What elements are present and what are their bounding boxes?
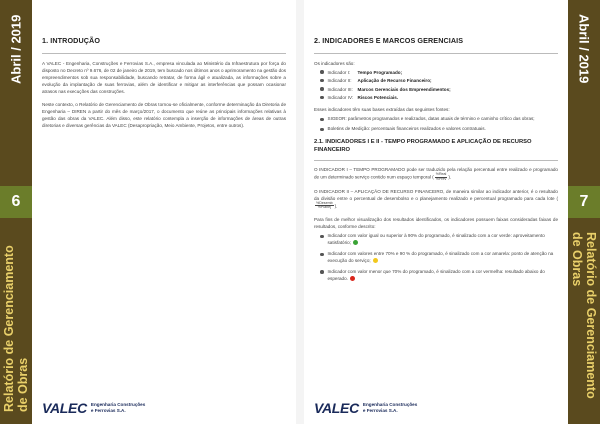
footer-logo [314, 400, 417, 416]
indicator-list [320, 70, 558, 101]
footer-logo [42, 400, 145, 416]
valec-logo: VALEC [42, 400, 87, 416]
bullet-icon [320, 79, 324, 83]
page-number: 7 [579, 193, 589, 210]
report-title: Relatório de Gerenciamento de Obras [570, 232, 598, 399]
bullet-icon [320, 235, 324, 239]
list-item: Indicador III: Marcos Gerenciais dos Empreendimentos; [320, 87, 558, 92]
fraction: $\frac{\text{\%Desemb}}{\text{\%Planej}}$ [316, 200, 333, 210]
company-name: Engenharia Construções e Ferrovias S.A. [90, 402, 146, 413]
list-item: Indicador com valores entre 70% e 90 % do programado, é sinalizado com a cor amarela: ponto de atenção na execução do serviço; [320, 251, 558, 265]
report-title: Relatório de Gerenciamento de Obras [2, 245, 30, 412]
left-page [32, 0, 296, 424]
divider [314, 53, 558, 54]
subsection-heading: 2.1. INDICADORES I E II - TEMPO PROGRAMADO E APLICAÇÃO DE RECURSO FINANCEIRO [314, 139, 532, 153]
list-item: Indicador IV: Riscos Potenciais. [320, 95, 558, 100]
list-item: Indicador com valor menor que 70% do programado, é sinalizado com a cor vermelha: resultado abaixo do esperado. [320, 269, 558, 283]
list-item: Indicador II: Aplicação de Recurso Financeiro; [320, 78, 558, 83]
page-number: 6 [11, 193, 21, 210]
indicator-i-description: O INDICADOR I – TEMPO PROGRAMADO pode ser traduzido pela relação percentual entre realizado e programado de um determinado serviço contido num espaço temporal ( $\frac{\text{\%Real}}{\text{\%Prev}}$ ). [314, 167, 558, 182]
year-label: Abril / 2019 [8, 14, 24, 84]
bullet-icon [320, 87, 324, 91]
list-item: SIGEOR: parâmetros programados e realizados, datas atuais de término e caminho crítico das obras; [320, 116, 558, 123]
bullet-icon [320, 270, 324, 274]
right-sideband [568, 0, 600, 424]
paragraph: Neste contexto, o Relatório de Gerenciamento de Obras tornou-se oficialmente, conforme determinação da Diretoria de Engenharia – DIREN a partir do mês de março/2017, o documento que reúne as principais informações relativas à gestão das obras da VALEC. Além disso, este relatório contempla a inserção de informações de áreas de outras diretorias e diversas gerências da VALEC (Desapropriação, Meio Ambiente, Projetos, entre outros). [42, 102, 286, 129]
list-item: Indicador com valor igual ou superior à 90% do programado, é sinalizado com a cor verde: aproveitamento satisfatório; [320, 233, 558, 247]
section-heading-introducao: 1. INTRODUÇÃO [42, 36, 101, 45]
year-label: Abril / 2019 [576, 14, 592, 84]
page-gutter [296, 0, 304, 424]
list-item: Boletins de Medição: percentuais financeiros realizados e valores contratuais. [320, 126, 558, 133]
indicators-intro: Os indicadores são: [314, 60, 355, 66]
left-sideband [0, 0, 32, 424]
fraction: $\frac{\text{\%Real}}{\text{\%Prev}}$ [435, 172, 447, 182]
right-page [304, 0, 568, 424]
bullet-icon [320, 70, 324, 74]
valec-logo: VALEC [314, 400, 359, 416]
red-status-icon [350, 276, 355, 281]
bullet-icon [320, 128, 324, 132]
company-name: Engenharia Construções e Ferrovias S.A. [362, 402, 418, 413]
list-item: Indicador I: Tempo Programado; [320, 70, 558, 75]
divider [314, 160, 558, 161]
paragraph: A VALEC - Engenharia, Construções e Ferrovias S.A., empresa vinculada ao Ministério da Infraestrutura por força do disposto no Decreto nº 9.676, de 02 de janeiro de 2019, tem buscado nos últimos anos o aprimoramento na gestão dos empreendimentos sob sua responsabilidade, buscando retratar, de forma ágil e atualizada, as informações sobre a evolução da implantação de suas ferrovias, além de identificar e mitigar as interferências que possam ocasionar atrasos nas execuções das construções. [42, 60, 286, 95]
green-status-icon [353, 240, 358, 245]
levels-list [320, 233, 558, 282]
yellow-status-icon [373, 258, 378, 263]
levels-intro: Para fins de melhor visualização dos resultados identificados, os indicadores possuem faixas consideradas faixas de resultados, conforme descrito: [314, 217, 558, 230]
sources-list [320, 116, 558, 133]
section-heading-indicadores: 2. INDICADORES E MARCOS GERENCIAIS [314, 36, 464, 45]
bullet-icon [320, 118, 324, 122]
divider [42, 53, 286, 54]
sources-intro: Esses indicadores têm suas bases extraídas das seguintes fontes: [314, 107, 450, 113]
indicator-ii-description: O INDICADOR II – APLICAÇÃO DE RECURSO FINANCEIRO, de maneira similar ao indicador anterior, é o resultado da divisão entre o percentual de desembolso e o planejamento realizado e percentual programado para cada lote ( $\frac{\text{\%Desemb}}{\text{\%Planej}}$ ). [314, 188, 558, 210]
bullet-icon [320, 253, 324, 257]
bullet-icon [320, 96, 324, 100]
